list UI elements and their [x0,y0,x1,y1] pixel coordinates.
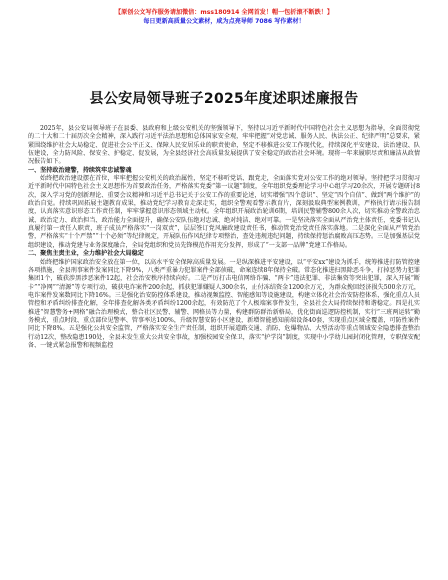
section-1-paragraph: 始终把政治建设摆在首位，牢牢把握公安机关的政治属性，坚定不移听党话、跟党走，全面落实党对公安工作的绝对领导。坚持把学习贯彻习近平新时代中国特色社会主义思想作为首要政治任务，严格落实党委“第一议题”制度，全年组织党委理论学习中心组学习20余次，开展专题研讨8次，深入学习党的创新理论、重要会议精神和习近平总书记关于公安工作的重要论述，切实增强“四个意识”、坚定“四个自信”、做到“两个维护”的政治自觉。持续巩固拓展主题教育成果，推动党纪学习教育走深走实，组织全警观看警示教育片，深刻汲取典型案例教训，严格执行请示报告制度，认真落实意识形态工作责任制，牢牢掌握意识形态领域主动权。全年组织开展政治轮训6期，培训民警辅警800余人次，切实推动全警政治忠诚、政治定力、政治担当、政治能力全面提升，确保公安队伍绝对忠诚、绝对纯洁、绝对可靠。一是坚决落实全面从严治党主体责任，党委书记认真履行第一责任人职责，班子成员严格落实“一岗双责”，层层签订党风廉政建设责任书，推动管党治党责任落实落地。二是深化全面从严管党治警，严格落实“十个严禁”“十个必须”等纪律规定，开展队伍作风纪律专项整治，查处违规违纪问题，持续保持惩治腐败高压态势。三是加强基层党组织建设，推动党建与业务深度融合，全局党组织和党员先锋模范作用充分发挥，形成了“一支部一品牌”党建工作格局。 [28,175,420,249]
section-2-paragraph: 始终把维护国家政治安全放在第一位，以高水平安全保障高质量发展。一是纵深推进平安建设，以“平安xx”建设为抓手，统筹推进打防管控建各项措施，全县刑事案件发案同比下降9%，八类严重暴力犯罪案件全部侦破，命案连续8年保持全破。常态化推进扫黑除恶斗争，打掉恶势力犯罪集团1个，破获涉黑涉恶案件12起，社会治安秩序持续向好。二是严厉打击电信网络诈骗、“两卡”违法犯罪、非法集资等突出犯罪，深入开展“断卡”“净网”“清源”等专项行动，破获电诈案件200余起，抓获犯罪嫌疑人300余名，止付冻结资金1200余万元，为群众挽回经济损失500余万元，电诈案件发案数同比下降16%。三是强化治安防控体系建设，推动视频监控、智能感知等设施建设，构建立体化社会治安防控体系，强化重点人员管控和矛盾纠纷排查化解，全年排查化解各类矛盾纠纷1200余起，有效防范了个人极端案事件发生，全县社会大局持续保持和谐稳定。四是扎实推进“智慧警务+网格”融合治理模式，整合社区民警、辅警、网格员等力量，构建群防群治新格局，优化街面巡逻防控机制，实行“三班两运转”勤务模式，重点时段、重点部位见警率、管事率达100%，升级智慧安防小区建设，新增智能感知前端设备40套，实现重点区域全覆盖，可防性案件同比下降8%。五是强化公共安全监管，严格落实安全生产责任制，组织开展道路交通、消防、危爆物品、大型活动等重点领域安全隐患排查整治行动12次，整改隐患190处，全县未发生重大公共安全事故，加强校园安全保卫，落实“护学岗”制度，实现中小学幼儿园封闭化管理，专职保安配备、一键式紧急报警和视频监控 [28,258,420,349]
section-1-heading: 一、坚持政治建警，持续筑牢忠诚警魂 [28,166,132,174]
document-body [28,125,420,350]
section-2-heading: 二、聚焦主责主业，全力维护社会大局稳定 [28,250,144,258]
intro-paragraph: 2025年，县公安局领导班子在县委、县政府和上级公安机关的坚强领导下，坚持以习近平新时代中国特色社会主义思想为指导，全面贯彻党的二十大和二十届历次全会精神，深入践行习近平法治思想和总体国家安全观，牢牢把握“对党忠诚、服务人民、执法公正、纪律严明”总要求，紧紧围绕维护社会大局稳定、促进社会公平正义、保障人民安居乐业的职责使命，坚定不移推进公安工作现代化，持续深化平安建设、法治建设、队伍建设，全力防风险、保安全、护稳定、促发展，为全县经济社会高质量发展提供了安全稳定的政治社会环境。现将一年来履职尽责和廉洁从政情况报告如下。 [28,125,420,166]
promo-banner-line-1: 【原创公文写作服务请加微信：mss180914 全网首发！帽一包折滚不断跌！】 [115,9,333,16]
promo-banner-line-2: 每日更新高质量公文素材，咸为点亮导师 7086 写作素材！ [143,18,305,25]
promo-banner [28,8,420,26]
document-title: 县公安局领导班子2025年度述职述廉报告 [89,91,359,107]
